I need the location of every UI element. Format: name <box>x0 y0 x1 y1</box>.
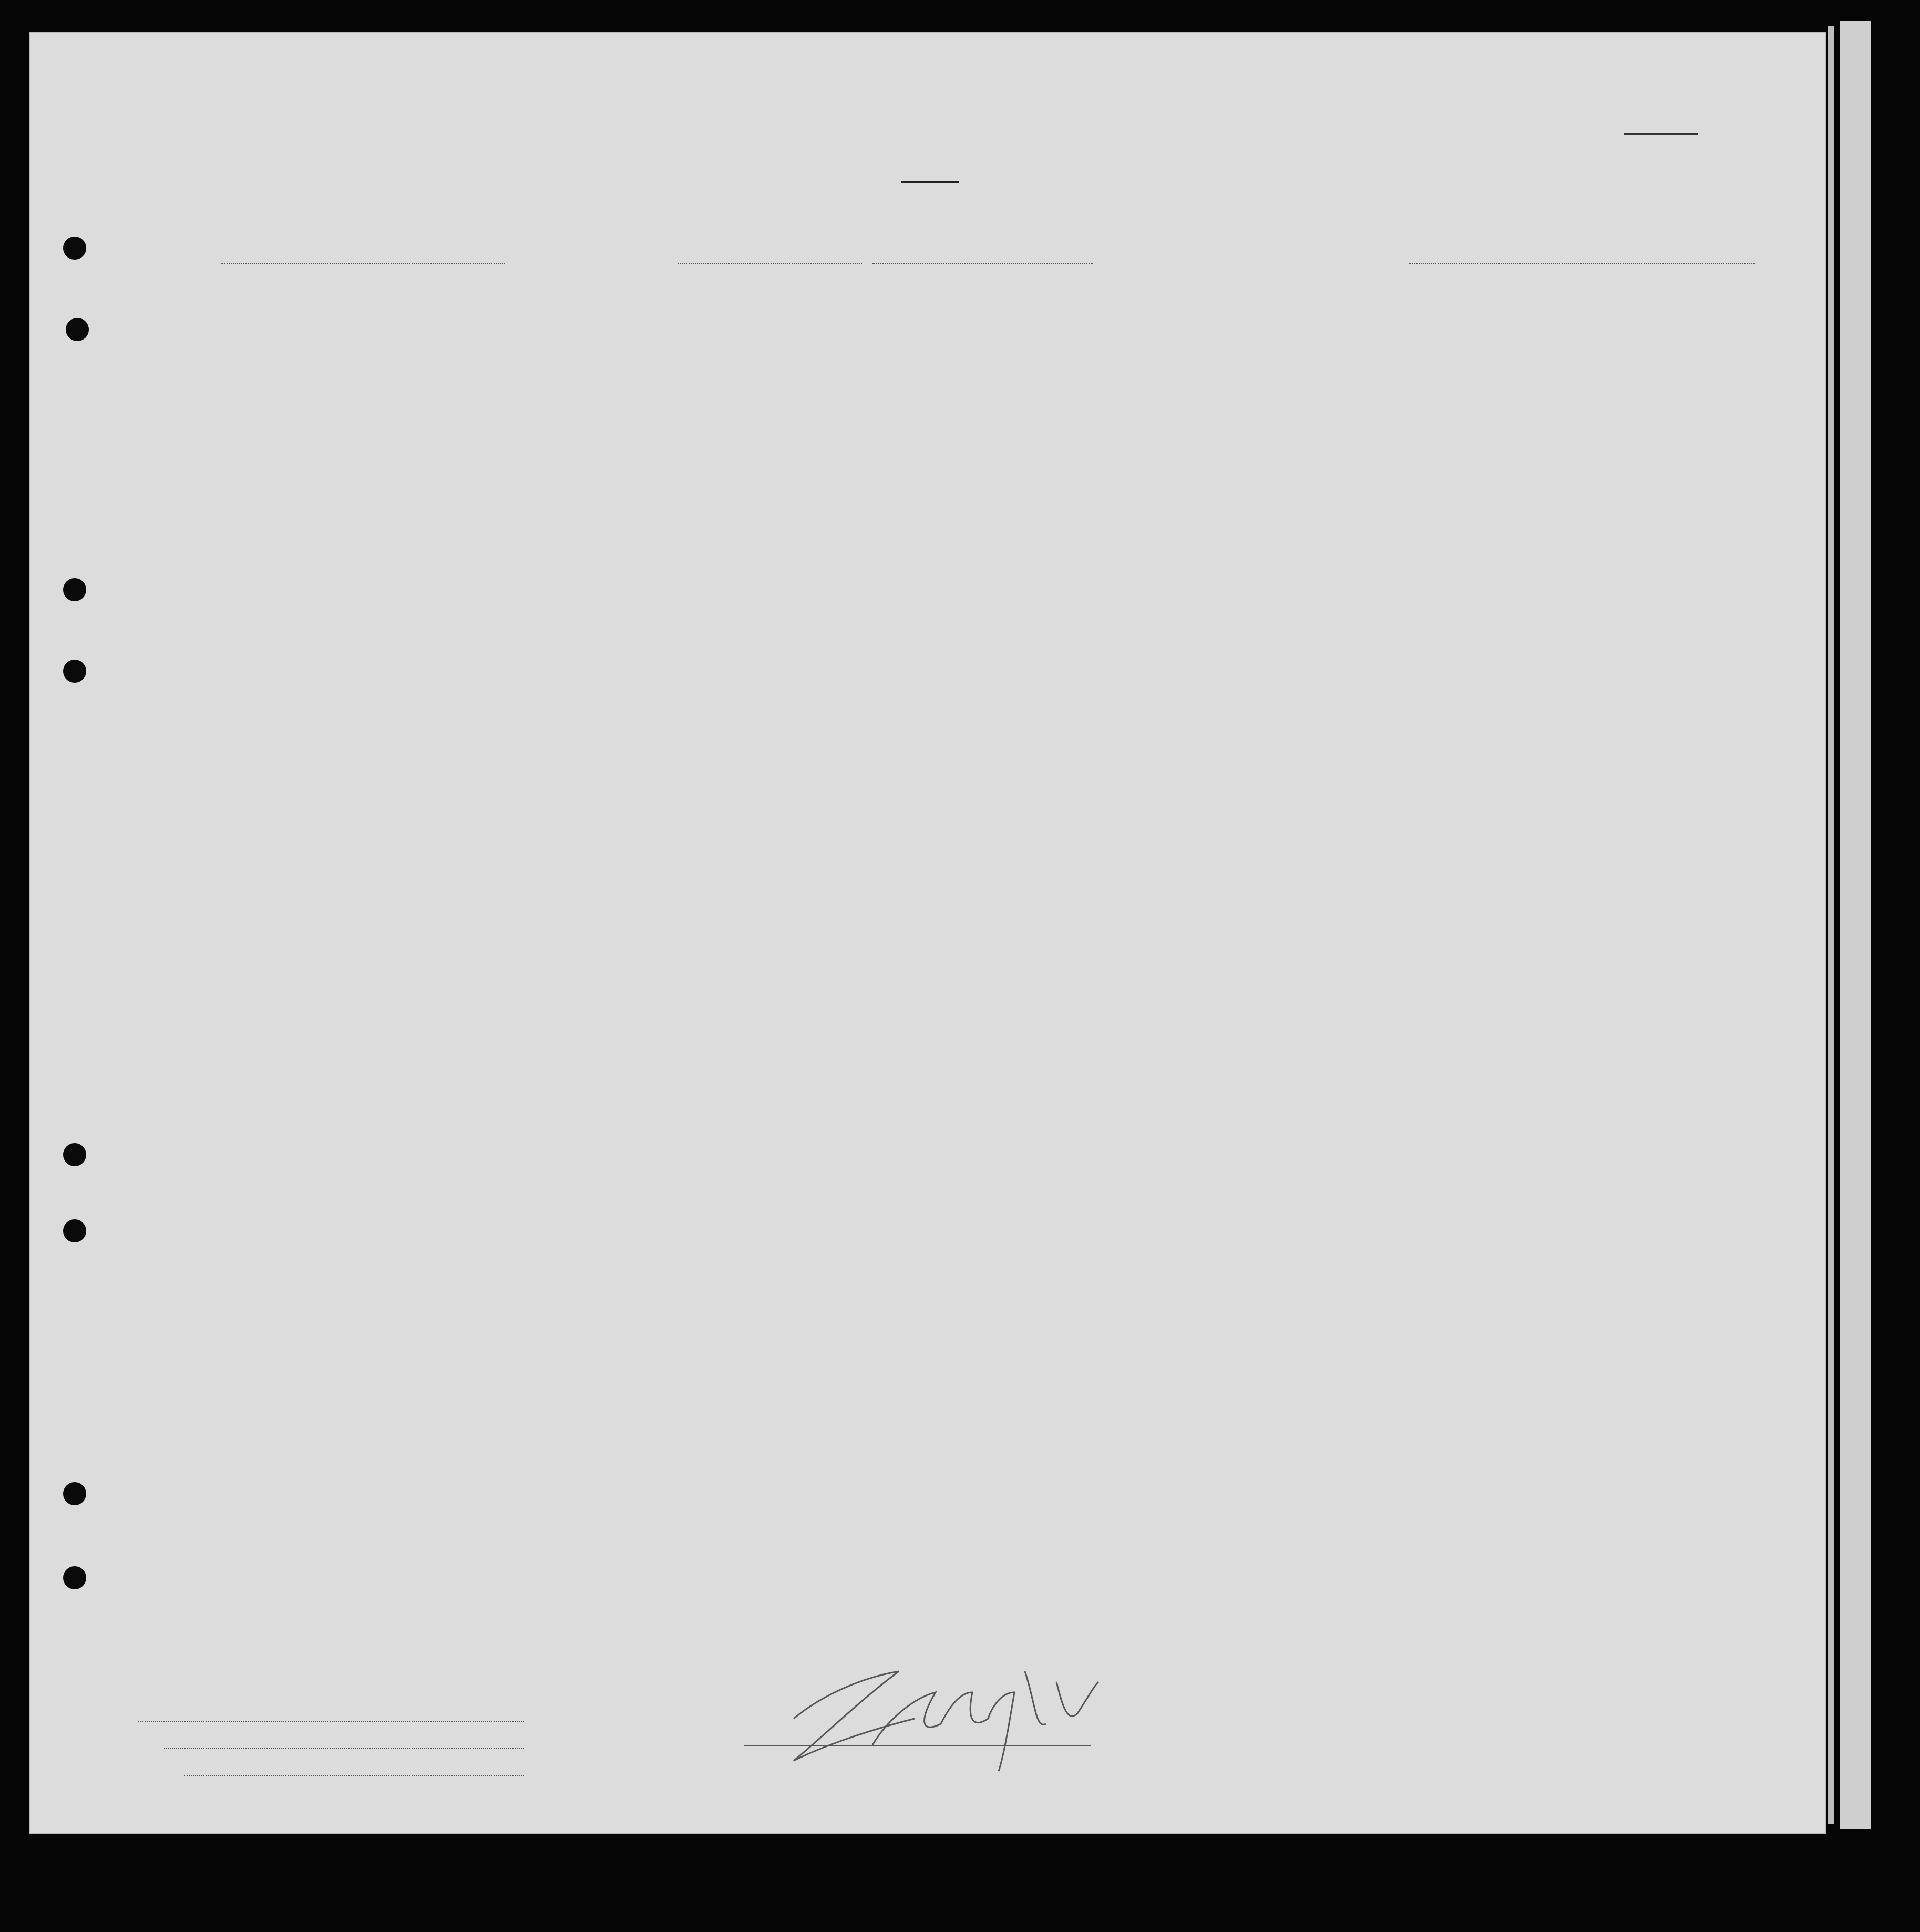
owners-underline <box>164 1747 524 1749</box>
inspector-signature <box>762 1640 1130 1776</box>
punch-hole <box>63 578 86 601</box>
sheet-number <box>1624 122 1698 138</box>
inspector-underline <box>744 1744 1091 1746</box>
arrival-date <box>872 263 1093 264</box>
punch-hole <box>63 660 86 683</box>
punch-hole <box>63 1219 86 1242</box>
punch-hole <box>63 1482 86 1505</box>
page-edge <box>1828 26 1834 1824</box>
punch-hole <box>66 318 89 341</box>
arrival-port <box>678 263 862 264</box>
agents-underline <box>184 1774 524 1776</box>
punch-hole <box>63 1566 86 1589</box>
line-underline <box>138 1720 524 1722</box>
sheet-value <box>1624 133 1698 135</box>
vessel-name <box>221 263 505 264</box>
punch-hole <box>63 1143 86 1166</box>
departure-port <box>1409 263 1755 264</box>
page-edge <box>1840 21 1871 1829</box>
manifest-sheet <box>29 32 1826 1834</box>
punch-hole <box>63 237 86 260</box>
title-rule <box>901 181 959 183</box>
